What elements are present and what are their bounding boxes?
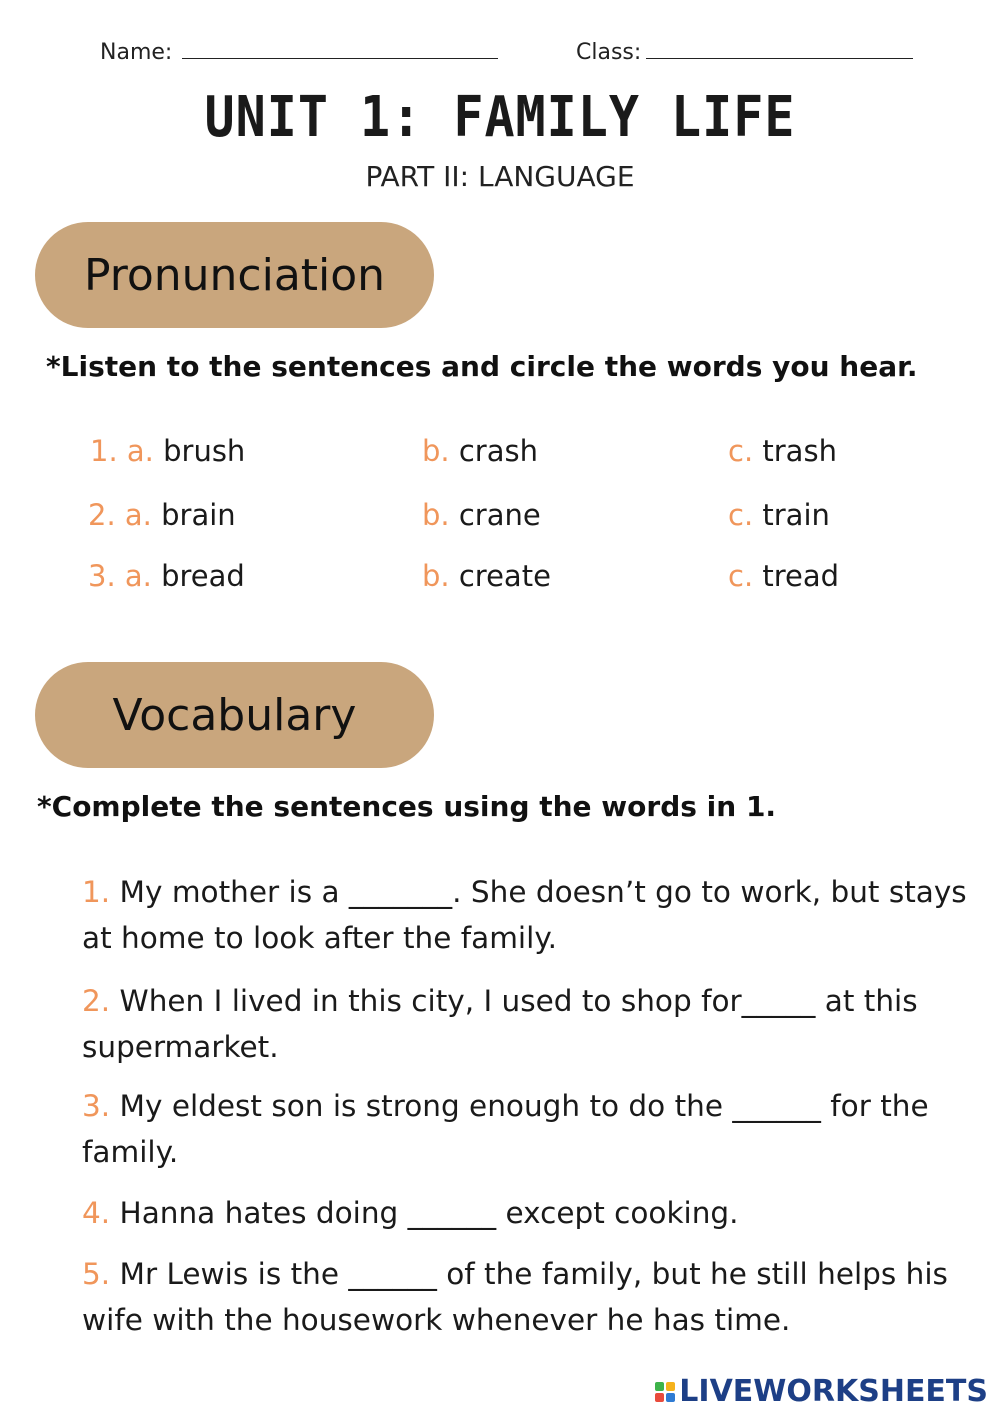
- class-label: Class:: [576, 40, 642, 65]
- logo-text: LIVEWORKSHEETS: [679, 1374, 988, 1409]
- option-2a[interactable]: [88, 498, 236, 532]
- sentence-number: 4.: [82, 1196, 111, 1230]
- option-letter: b.: [422, 498, 450, 532]
- vocabulary-heading: Vocabulary: [112, 689, 357, 741]
- sentence-3[interactable]: [82, 1083, 982, 1175]
- option-word: tread: [762, 559, 840, 593]
- class-field[interactable]: [646, 58, 913, 59]
- name-label: Name:: [100, 40, 173, 65]
- option-3b[interactable]: [422, 559, 551, 593]
- option-word: create: [458, 559, 551, 593]
- vocabulary-heading-pill: [35, 662, 434, 768]
- sentence-text: My mother is a _______. She doesn’t go to work, but stays at home to look after the family.: [82, 875, 967, 955]
- sentence-5[interactable]: [82, 1251, 982, 1343]
- vocabulary-instruction: *Complete the sentences using the words in 1.: [37, 790, 777, 823]
- page-subtitle: PART II: LANGUAGE: [365, 160, 635, 193]
- option-word: crane: [458, 498, 541, 532]
- option-1b[interactable]: [422, 434, 538, 468]
- sentence-text: Mr Lewis is the ______ of the family, but he still helps his wife with the housework whenever he has time.: [82, 1257, 948, 1337]
- liveworksheets-logo: [655, 1374, 988, 1409]
- option-word: brush: [163, 434, 246, 468]
- option-letter: b.: [422, 434, 450, 468]
- option-number: 2. a.: [88, 498, 152, 532]
- option-1a[interactable]: [90, 434, 245, 468]
- option-letter: c.: [728, 498, 754, 532]
- page-title: UNIT 1: FAMILY LIFE: [204, 84, 796, 150]
- pronunciation-heading: Pronunciation: [83, 249, 386, 301]
- sentence-number: 5.: [82, 1257, 111, 1291]
- logo-blocks-icon: [655, 1382, 675, 1402]
- option-word: brain: [161, 498, 236, 532]
- pronunciation-instruction: *Listen to the sentences and circle the words you hear.: [46, 350, 918, 383]
- option-word: bread: [161, 559, 245, 593]
- sentence-number: 3.: [82, 1089, 111, 1123]
- option-3c[interactable]: [728, 559, 839, 593]
- sentence-2[interactable]: [82, 978, 982, 1070]
- option-2c[interactable]: [728, 498, 830, 532]
- option-letter: c.: [728, 559, 754, 593]
- option-letter: b.: [422, 559, 450, 593]
- sentence-number: 2.: [82, 984, 111, 1018]
- name-field[interactable]: [182, 58, 498, 59]
- sentence-1[interactable]: [82, 869, 982, 961]
- pronunciation-heading-pill: [35, 222, 434, 328]
- option-2b[interactable]: [422, 498, 541, 532]
- sentence-number: 1.: [82, 875, 111, 909]
- option-1c[interactable]: [728, 434, 837, 468]
- option-letter: c.: [728, 434, 754, 468]
- option-word: trash: [762, 434, 837, 468]
- sentence-text: Hanna hates doing ______ except cooking.: [110, 1196, 739, 1230]
- sentence-text: When I lived in this city, I used to shop for_____ at this supermarket.: [82, 984, 918, 1064]
- option-3a[interactable]: [88, 559, 245, 593]
- sentence-4[interactable]: [82, 1190, 982, 1236]
- option-word: crash: [458, 434, 538, 468]
- option-word: train: [762, 498, 830, 532]
- option-number: 1. a.: [90, 434, 154, 468]
- option-number: 3. a.: [88, 559, 152, 593]
- sentence-text: My eldest son is strong enough to do the ______ for the family.: [82, 1089, 929, 1169]
